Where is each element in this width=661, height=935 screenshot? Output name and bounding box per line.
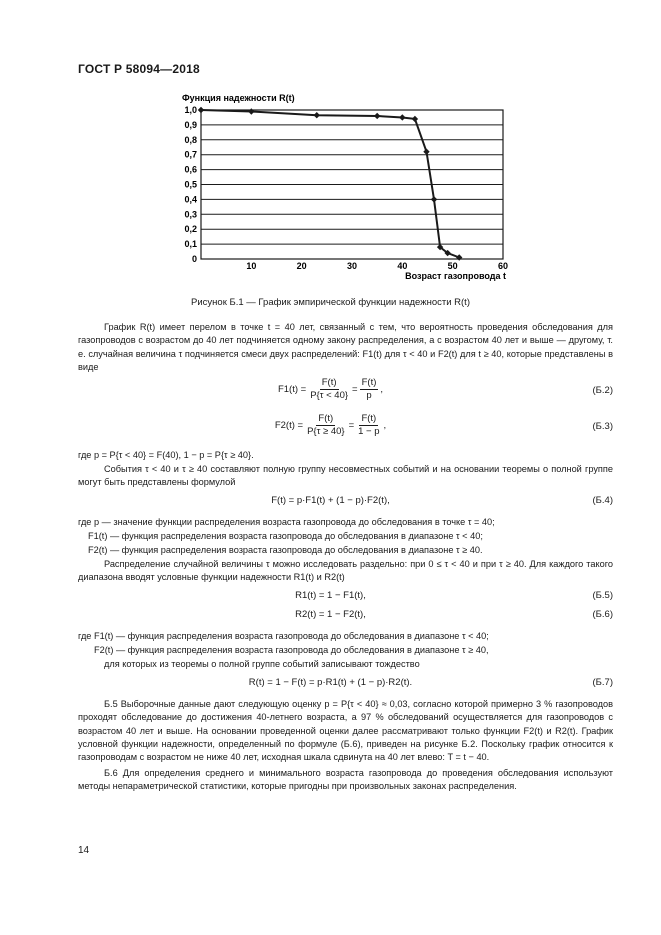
paragraph-2: События τ < 40 и τ ≥ 40 составляют полную группу несовместных событий и на основании теоремы о полной группе могут быть представлены формулой — [78, 464, 613, 488]
chart-data-point — [314, 112, 320, 118]
chart-x-axis-label: Возраст газопровода t — [405, 271, 506, 281]
eq-b2-lhs: F1(t) = — [277, 384, 307, 395]
paragraph-b6: Б.6 Для определения среднего и минимального возраста газопровода до проведения обследования используют методы непараметрической статистики, которые пригодны при произвольных законах распределения. — [78, 768, 613, 792]
eq-b4-number: (Б.4) — [592, 495, 613, 506]
chart-y-tick-label: 0,6 — [184, 164, 197, 175]
chart-series-line — [201, 110, 459, 258]
eq-b3-frac1-num: F(t) — [318, 413, 334, 424]
definition-p: где p — значение функции распределения возраста газопровода до обследования в точке τ = 40; — [78, 517, 495, 527]
chart-x-ticks — [246, 261, 508, 271]
chart-x-tick-label: 60 — [497, 261, 509, 271]
equation-b4: F(t) = p·F1(t) + (1 − p)·F2(t), — [271, 495, 390, 506]
chart-y-tick-label: 0,5 — [184, 179, 197, 190]
definition-f2: F2(t) — функция распределения возраста газопровода до обследования в диапазоне τ ≥ 40. — [88, 545, 483, 555]
chart-data-point — [412, 116, 418, 122]
chart-data-point — [248, 108, 254, 114]
equation-b7: R(t) = 1 − F(t) = p·R1(t) + (1 − p)·R2(t). — [248, 677, 413, 688]
paragraph-b5: Б.5 Выборочные данные дают следующую оценку p = P{τ < 40} ≈ 0,03, согласно которой примерно 3 % газопроводов проходят обследование до достижения 40-летнего возраста, а 97 % обследований осуществляется для газопроводов с возрастом 40 лет и выше. На основании проведенной оценки далее рассматривают только функции F2(t) и R2(t). График условной функции надежности, определенный по формуле (Б.6), приведен на рисунке Б.2. Поскольку график относится к газопроводам с возрастом не ниже 40 лет, исходная шкала сдвинута на 40 лет влево: T = t − 40. — [78, 699, 613, 763]
chart-data-point — [423, 149, 429, 155]
equation-b3 — [0, 413, 661, 438]
eq-b3-frac2-den: 1 − p — [358, 426, 380, 437]
chart-x-tick-label: 30 — [346, 261, 358, 271]
chart-y-tick-label: 0,7 — [184, 149, 197, 160]
chart-data-point — [456, 254, 462, 260]
chart-y-ticks — [184, 105, 197, 264]
chart-data-point — [431, 196, 437, 202]
eq-b3-lhs: F2(t) = — [274, 420, 304, 431]
chart-x-tick-label: 20 — [296, 261, 307, 271]
where-p-definition: где p = P{τ < 40} = F(40), 1 − p = P{τ ≥ 40}. — [78, 450, 254, 460]
document-header: ГОСТ Р 58094—2018 — [78, 62, 200, 76]
reliability-chart — [176, 88, 516, 288]
chart-data-point — [399, 114, 405, 120]
definition-f1: F1(t) — функция распределения возраста газопровода до обследования в диапазоне τ < 40; — [88, 531, 483, 541]
chart-data-point — [374, 113, 380, 119]
chart-gridlines — [201, 110, 503, 244]
equation-b6: R2(t) = 1 − F2(t), — [295, 609, 366, 620]
definition-f2-second: F2(t) — функция распределения возраста газопровода до обследования в диапазоне τ ≥ 40, — [94, 645, 489, 655]
eq-b3-frac1-den: P{τ ≥ 40} — [307, 426, 345, 437]
eq-b2-equals: = — [352, 384, 358, 395]
eq-b5-number: (Б.5) — [592, 590, 613, 601]
eq-b3-tail: , — [383, 420, 387, 431]
eq-b2-frac1-den: P{τ < 40} — [310, 390, 349, 401]
chart-y-tick-label: 1,0 — [184, 105, 197, 115]
chart-y-tick-label: 0,3 — [184, 209, 197, 220]
eq-b2-tail: , — [380, 384, 384, 395]
equation-b5: R1(t) = 1 − F1(t), — [295, 590, 366, 601]
chart-x-tick-label: 10 — [246, 261, 257, 271]
eq-b3-number: (Б.3) — [592, 421, 613, 432]
paragraph-3: Распределение случайной величины τ можно исследовать раздельно: при 0 ≤ τ < 40 и при τ ≥ 40. Для каждого такого диапазона вводят условные функции надежности R1(t) и R2(t) — [78, 559, 613, 583]
page-number: 14 — [78, 845, 90, 856]
figure-caption: Рисунок Б.1 — График эмпирической функции надежности R(t) — [191, 297, 470, 308]
chart-x-tick-label: 50 — [447, 261, 458, 271]
eq-b2-frac1-num: F(t) — [321, 377, 337, 388]
chart-data-points — [198, 107, 463, 261]
chart-y-tick-label: 0 — [191, 254, 197, 264]
chart-y-tick-label: 0,1 — [184, 239, 197, 250]
chart-y-tick-label: 0,9 — [184, 119, 197, 130]
paragraph-1: График R(t) имеет перелом в точке t = 40 лет, связанный с тем, что вероятность проведения обследования для газопроводов с возрастом до 40 лет подчиняется одному закону распределения, а с возрастом 40 лет и выше — другому, т. е. случайная величина τ подчиняется смеси двух распределений: F1(t) для τ < 40 и F2(t) для t ≥ 40, которые представлены в виде — [78, 322, 613, 372]
eq-b6-number: (Б.6) — [592, 609, 613, 620]
eq-b2-number: (Б.2) — [592, 385, 613, 396]
equation-b2 — [0, 377, 661, 402]
chart-y-tick-label: 0,8 — [184, 134, 197, 145]
eq-b2-frac2-num: F(t) — [361, 377, 377, 388]
chart-x-tick-label: 40 — [397, 261, 408, 271]
chart-y-axis-label: Функция надежности R(t) — [182, 93, 295, 103]
definition-f1-second: где F1(t) — функция распределения возраста газопровода до обследования в диапазоне τ < 40; — [78, 631, 489, 641]
chart-y-tick-label: 0,4 — [184, 194, 197, 205]
eq-b7-number: (Б.7) — [592, 677, 613, 688]
chart-data-point — [198, 107, 204, 113]
paragraph-4: для которых из теоремы о полной группе событий записывают тождество — [104, 659, 420, 669]
eq-b3-equals: = — [348, 420, 355, 431]
eq-b3-frac2-num: F(t) — [361, 413, 377, 424]
chart-y-tick-label: 0,2 — [184, 224, 197, 235]
eq-b2-frac2-den: p — [366, 390, 372, 401]
